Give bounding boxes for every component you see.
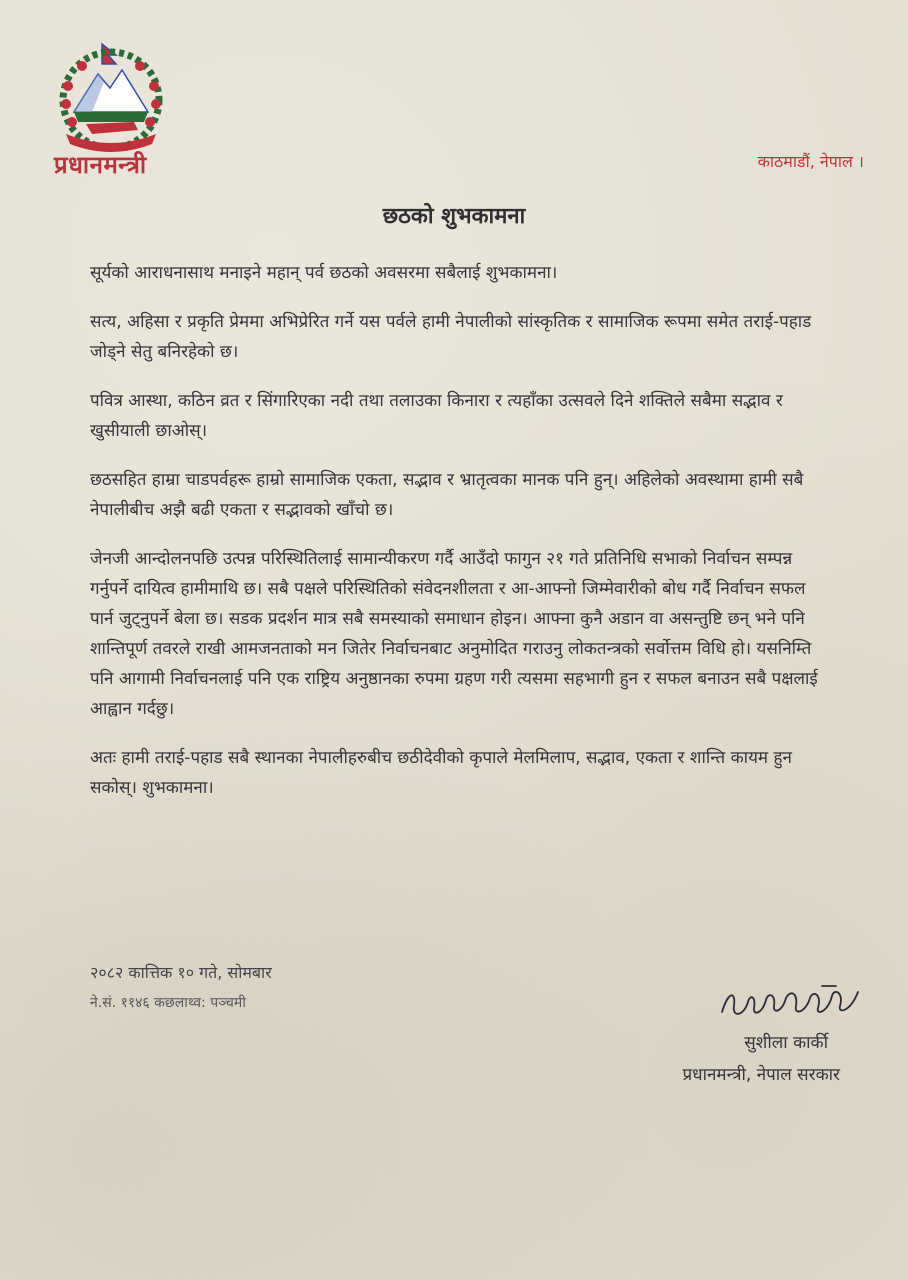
paragraph-4: छठसहित हाम्रा चाडपर्वहरू हाम्रो सामाजिक एकता, सद्भाव र भ्रातृत्वका मानक पनि हुन्। अहिलेको अवस्थामा हामी सबै नेपालीबीच अझै बढी एकता र सद्भावको खाँचो छ। (90, 470, 804, 520)
date-bikram-sambat: २०८२ कात्तिक १० गते, सोमबार (90, 963, 272, 982)
map-icon (86, 122, 138, 134)
signatory-designation: प्रधानमन्त्री, नेपाल सरकार (682, 1065, 840, 1085)
signatory-block (682, 1027, 840, 1091)
place-and-country: काठमाडौं, नेपाल । (757, 152, 864, 171)
paragraph-1: सूर्यको आराधनासाथ मनाइने महान् पर्व छठको अवसरमा सबैलाई शुभकामना। (90, 263, 558, 283)
paragraph-6: अतः हामी तराई-पहाड सबै स्थानका नेपालीहरुबीच छठीदेवीको कृपाले मेलमिलाप, सद्भाव, एकता र शान्ति कायम हुन सकोस्। शुभकामना। (90, 748, 792, 798)
office-name: प्रधानमन्त्री (54, 151, 147, 179)
paragraph-5: जेनजी आन्दोलनपछि उत्पन्न परिस्थितिलाई सामान्यीकरण गर्दै आउँदो फागुन २१ गते प्रतिनिधि सभाको निर्वाचन सम्पन्न गर्नुपर्ने दायित्व हामीमाथि छ। सबै पक्षले परिस्थितिको संवेदनशीलता र आ-आफ्नो जिम्मेवारीको बोध गर्दै निर्वाचन सफल पार्न जुट्नुपर्ने बेला छ। सडक प्रदर्शन मात्र सबै समस्याको समाधान होइन। आफ्ना कुनै अडान वा असन्तुष्टि छन् भने पनि शान्तिपूर्ण तवरले राखी आमजनताको मन जितेर निर्वाचनबाट अनुमोदित गराउनु लोकतन्त्रको सर्वोत्तम विधि हो। यसनिम्ति पनि आगामी निर्वाचनलाई पनि एक राष्ट्रिय अनुष्ठानका रुपमा ग्रहण गरी त्यसमा सहभागी हुन र सफल बनाउन सबै पक्षलाई आह्वान गर्दछु। (90, 549, 818, 719)
handwritten-signature (718, 982, 868, 1024)
letter-title: छठको शुभकामना (382, 204, 526, 229)
signatory-name: सुशीला कार्की (744, 1033, 828, 1053)
mountain-icon (74, 70, 148, 122)
nepal-emblem (52, 42, 170, 154)
letter-body (90, 258, 830, 822)
date-block (90, 958, 272, 1018)
paragraph-3: पवित्र आस्था, कठिन व्रत र सिंगारिएका नदी तथा तलाउका किनारा र त्यहाँका उत्सवले दिने शक्तिले सबैमा सद्भाव र खुसीयाली छाओस्। (90, 391, 783, 441)
paragraph-2: सत्य, अहिसा र प्रकृति प्रेममा अभिप्रेरित गर्ने यस पर्वले हामी नेपालीको सांस्कृतिक र सामाजिक रूपमा समेत तराई-पहाड जोड्ने सेतु बनिरहेको छ। (90, 312, 812, 362)
date-nepal-sambat: ने.सं. ११४६ कछलाथ्व: पञ्चमी (90, 995, 246, 1011)
